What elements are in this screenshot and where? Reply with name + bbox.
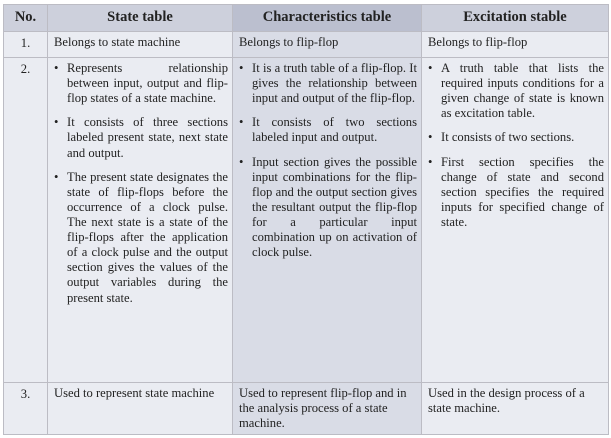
bullet-icon: • xyxy=(428,61,433,75)
bullet-list xyxy=(428,61,604,230)
bullet-icon: • xyxy=(239,115,244,130)
table-row xyxy=(4,383,609,435)
list-item-text: It is a truth table of a flip-flop. It gives the relationship between input and output of the flip-flop. xyxy=(252,61,417,106)
bullet-icon: • xyxy=(239,154,244,169)
header-row xyxy=(4,5,609,32)
bullet-icon: • xyxy=(54,61,59,75)
list-item-text: It consists of two sections. xyxy=(441,130,575,145)
list-item xyxy=(54,115,228,160)
excitation-cell: Used in the design process of a state machine. xyxy=(422,383,609,435)
row-number: 3. xyxy=(4,383,48,435)
characteristics-cell: Used to represent flip-flop and in the analysis process of a state machine. xyxy=(233,383,422,435)
list-item xyxy=(54,170,228,306)
header-state-table: State table xyxy=(48,5,233,32)
list-item xyxy=(239,61,417,106)
list-item-text: It consists of two sections labeled input and output. xyxy=(252,115,417,145)
table-row xyxy=(4,58,609,383)
header-characteristics-table: Characteristics table xyxy=(233,5,422,32)
header-excitation-table: Excitation stable xyxy=(422,5,609,32)
bullet-icon: • xyxy=(428,154,433,169)
bullet-icon: • xyxy=(54,115,59,130)
excitation-cell: Belongs to flip-flop xyxy=(422,32,609,58)
excitation-cell xyxy=(422,58,609,383)
comparison-table xyxy=(3,4,609,435)
bullet-icon: • xyxy=(54,169,59,184)
header-no: No. xyxy=(4,5,48,32)
bullet-icon: • xyxy=(428,130,433,145)
list-item-text: Input section gives the possible input combinations for the flip-flop and the output section gives the resultant output the flip-flop for a particular input combination up on activation of clock pulse. xyxy=(252,154,417,260)
row-number: 1. xyxy=(4,32,48,58)
list-item-text: First section specifies the change of state and second section specifies the required inputs for specified change of state. xyxy=(441,154,604,229)
state-cell: Used to represent state machine xyxy=(48,383,233,435)
table-row xyxy=(4,32,609,58)
list-item-text: Represents relationship between input, output and flip-flop states of a state machine. xyxy=(67,61,228,106)
list-item xyxy=(428,130,604,145)
list-item xyxy=(239,155,417,261)
list-item-text: It consists of three sections labeled present state, next state and output. xyxy=(67,115,228,160)
list-item xyxy=(239,115,417,145)
state-cell: Belongs to state machine xyxy=(48,32,233,58)
list-item xyxy=(428,155,604,231)
list-item-text: A truth table that lists the required inputs conditions for a given change of state is known as excitation table. xyxy=(441,61,604,121)
characteristics-cell xyxy=(233,58,422,383)
list-item xyxy=(54,61,228,106)
bullet-list xyxy=(239,61,417,260)
list-item-text: The present state designates the state of flip-flops before the occurrence of a clock pulse. The next state is a state of the flip-flops after the application of a clock pulse and the output section gives the values of the output variables during the present state. xyxy=(67,169,228,305)
row-number: 2. xyxy=(4,58,48,383)
list-item xyxy=(428,61,604,121)
characteristics-cell: Belongs to flip-flop xyxy=(233,32,422,58)
state-cell xyxy=(48,58,233,383)
bullet-list xyxy=(54,61,228,306)
bullet-icon: • xyxy=(239,61,244,75)
